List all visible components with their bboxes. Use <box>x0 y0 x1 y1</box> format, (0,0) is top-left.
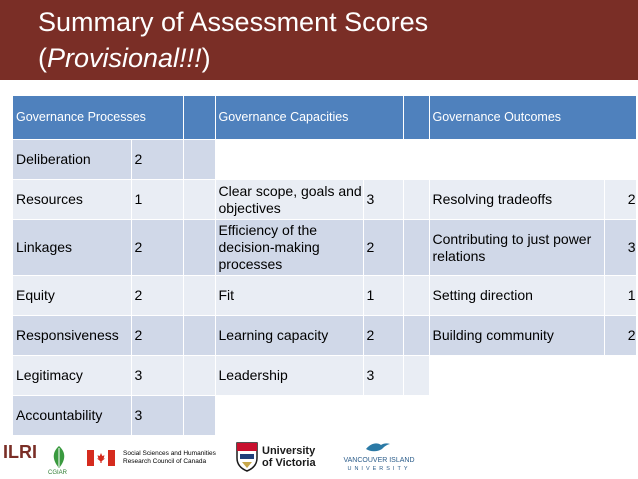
capacity-score: 2 <box>363 220 403 276</box>
provisional-label: Provisional!!! <box>47 43 202 73</box>
process-name: Accountability <box>13 396 131 436</box>
viu-bird-icon <box>365 440 391 454</box>
process-name: Linkages <box>13 220 131 276</box>
process-name: Resources <box>13 180 131 220</box>
slide-title: Summary of Assessment Scores <box>38 7 429 37</box>
capacity-score: 2 <box>363 316 403 356</box>
cgiar-logo: CGIAR <box>48 444 70 478</box>
capacity-name: Fit <box>215 276 363 316</box>
process-score: 2 <box>131 140 183 180</box>
process-name: Responsiveness <box>13 316 131 356</box>
process-score: 2 <box>131 220 183 276</box>
outcome-name: Resolving tradeoffs <box>429 180 604 220</box>
table-row <box>13 140 636 180</box>
uvic-logo-text: University of Victoria <box>262 445 316 469</box>
viu-logo-text: VANCOUVER ISLAND UNIVERSITY <box>343 457 415 472</box>
outcome-score: 2 <box>604 316 636 356</box>
process-score: 1 <box>131 180 183 220</box>
capacity-name: Leadership <box>215 356 363 396</box>
table-row <box>13 356 636 396</box>
outcome-score: 1 <box>604 276 636 316</box>
capacity-score: 3 <box>363 180 403 220</box>
capacity-name: Efficiency of the decision-making processes <box>215 220 363 276</box>
outcome-score: 2 <box>604 180 636 220</box>
capacity-score: 1 <box>363 276 403 316</box>
capacity-name: Learning capacity <box>215 316 363 356</box>
cgiar-leaf-icon <box>48 444 70 470</box>
process-name: Legitimacy <box>13 356 131 396</box>
ilri-logo: ILRI <box>3 442 37 462</box>
process-score: 3 <box>131 396 183 436</box>
process-name: Equity <box>13 276 131 316</box>
table-row <box>13 220 636 276</box>
canada-flag-icon <box>87 450 115 466</box>
table-row <box>13 276 636 316</box>
process-score: 3 <box>131 356 183 396</box>
uvic-crest-icon <box>236 442 258 472</box>
sshrc-logo: Social Sciences and Humanities Research Council of Canada <box>123 450 216 465</box>
process-score: 2 <box>131 316 183 356</box>
header-row <box>13 96 636 140</box>
table-row <box>13 396 636 436</box>
capacity-score: 3 <box>363 356 403 396</box>
outcome-name: Setting direction <box>429 276 604 316</box>
slide-subtitle: (Provisional!!!) <box>38 43 211 73</box>
table-row <box>13 180 636 220</box>
header-outcomes: Governance Outcomes <box>429 96 636 140</box>
outcome-score: 3 <box>604 220 636 276</box>
capacity-name: Clear scope, goals and objectives <box>215 180 363 220</box>
process-score: 2 <box>131 276 183 316</box>
assessment-scores-table <box>13 96 637 436</box>
outcome-name: Contributing to just power relations <box>429 220 604 276</box>
outcome-name: Building community <box>429 316 604 356</box>
process-name: Deliberation <box>13 140 131 180</box>
header-processes: Governance Processes <box>13 96 183 140</box>
sponsor-logos <box>0 438 638 479</box>
title-bar <box>0 0 638 80</box>
table-row <box>13 316 636 356</box>
header-capacities: Governance Capacities <box>215 96 403 140</box>
